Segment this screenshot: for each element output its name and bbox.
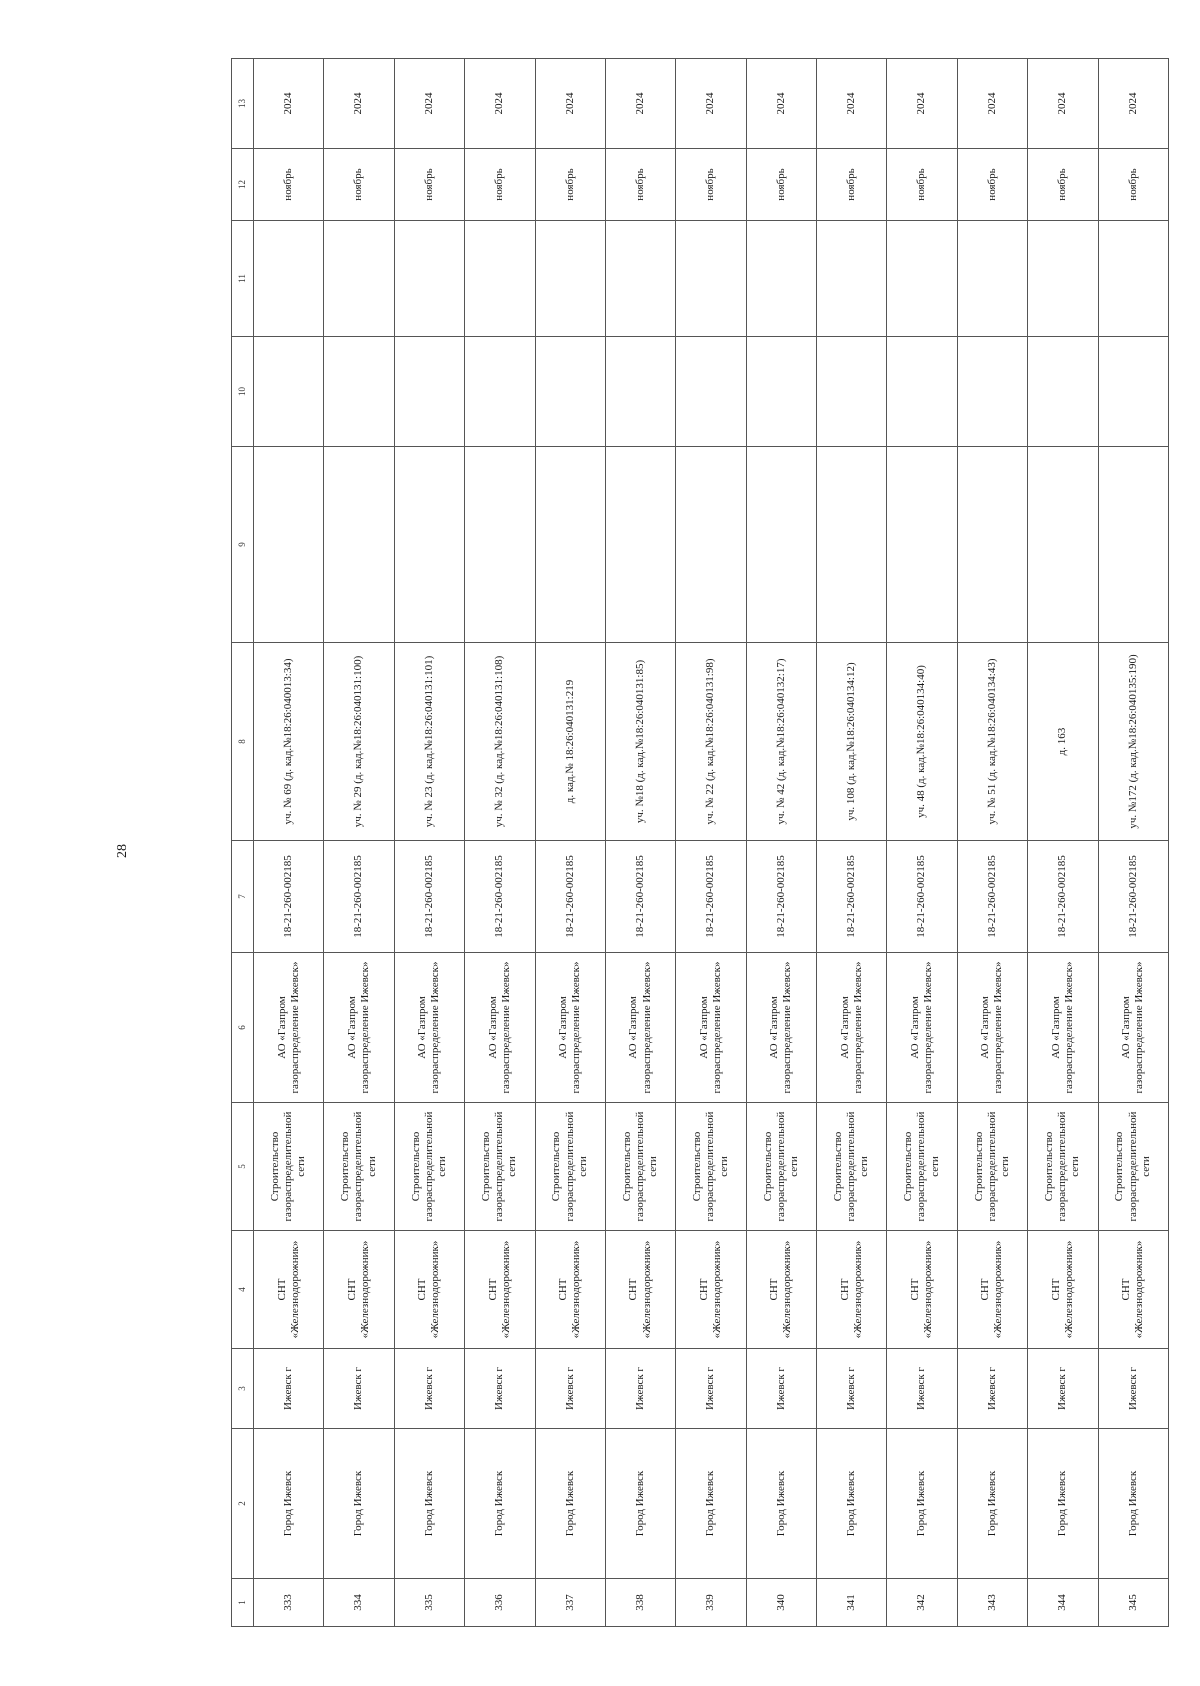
col11-cell (465, 221, 535, 337)
year-cell: 2024 (887, 59, 957, 149)
column-number-cell: 12 (232, 149, 254, 221)
year-cell: 2024 (676, 59, 746, 149)
settlement-cell: Ижевск г (324, 1349, 394, 1429)
column-number-cell: 7 (232, 841, 254, 953)
col11-cell (1028, 221, 1098, 337)
organization-cell: АО «Газпром газораспределение Ижевск» (605, 953, 675, 1103)
column-number-cell: 8 (232, 643, 254, 841)
table-row (957, 59, 1027, 1627)
organization-cell: АО «Газпром газораспределение Ижевск» (465, 953, 535, 1103)
year-cell: 2024 (746, 59, 816, 149)
column-number-cell: 11 (232, 221, 254, 337)
table-row (465, 59, 535, 1627)
settlement-cell: Ижевск г (394, 1349, 464, 1429)
col9-cell (605, 447, 675, 643)
col10-cell (394, 337, 464, 447)
settlement-cell: Ижевск г (1098, 1349, 1169, 1429)
year-cell: 2024 (324, 59, 394, 149)
table-row (1028, 59, 1098, 1627)
col11-cell (394, 221, 464, 337)
month-cell: ноябрь (324, 149, 394, 221)
table-row (605, 59, 675, 1627)
row-number-cell: 343 (957, 1579, 1027, 1627)
col9-cell (746, 447, 816, 643)
work-type-cell: Строительство газораспределительной сети (817, 1103, 887, 1231)
registration-number-cell: 18-21-260-002185 (746, 841, 816, 953)
municipality-cell: Город Ижевск (887, 1429, 957, 1579)
plot-address-cell: уч. № 22 (д. кад.№18:26:040131:98) (676, 643, 746, 841)
settlement-cell: Ижевск г (605, 1349, 675, 1429)
work-type-cell: Строительство газораспределительной сети (1028, 1103, 1098, 1231)
col11-cell (817, 221, 887, 337)
snt-cell: СНТ «Железнодорожник» (1028, 1231, 1098, 1349)
column-number-cell: 10 (232, 337, 254, 447)
snt-cell: СНТ «Железнодорожник» (817, 1231, 887, 1349)
col9-cell (535, 447, 605, 643)
snt-cell: СНТ «Железнодорожник» (254, 1231, 324, 1349)
month-cell: ноябрь (746, 149, 816, 221)
row-number-cell: 340 (746, 1579, 816, 1627)
plot-address-cell: д. кад.№ 18:26:040131:219 (535, 643, 605, 841)
organization-cell: АО «Газпром газораспределение Ижевск» (1098, 953, 1169, 1103)
row-number-cell: 339 (676, 1579, 746, 1627)
settlement-cell: Ижевск г (254, 1349, 324, 1429)
col11-cell (746, 221, 816, 337)
municipality-cell: Город Ижевск (1098, 1429, 1169, 1579)
col9-cell (887, 447, 957, 643)
col10-cell (676, 337, 746, 447)
year-cell: 2024 (465, 59, 535, 149)
col10-cell (1028, 337, 1098, 447)
table-row (394, 59, 464, 1627)
organization-cell: АО «Газпром газораспределение Ижевск» (817, 953, 887, 1103)
registration-number-cell: 18-21-260-002185 (957, 841, 1027, 953)
col10-cell (746, 337, 816, 447)
municipality-cell: Город Ижевск (605, 1429, 675, 1579)
year-cell: 2024 (254, 59, 324, 149)
column-number-cell: 1 (232, 1579, 254, 1627)
registration-number-cell: 18-21-260-002185 (887, 841, 957, 953)
registration-number-cell: 18-21-260-002185 (676, 841, 746, 953)
table-row (676, 59, 746, 1627)
col9-cell (465, 447, 535, 643)
organization-cell: АО «Газпром газораспределение Ижевск» (1028, 953, 1098, 1103)
registration-number-cell: 18-21-260-002185 (535, 841, 605, 953)
municipality-cell: Город Ижевск (676, 1429, 746, 1579)
rotated-table-wrapper (231, 59, 1169, 1627)
table-row (1098, 59, 1169, 1627)
col10-cell (324, 337, 394, 447)
year-cell: 2024 (535, 59, 605, 149)
snt-cell: СНТ «Железнодорожник» (394, 1231, 464, 1349)
month-cell: ноябрь (887, 149, 957, 221)
month-cell: ноябрь (254, 149, 324, 221)
plot-address-cell: д. 163 (1028, 643, 1098, 841)
plot-address-cell: уч. № 69 (д. кад.№18:26:040013:34) (254, 643, 324, 841)
snt-cell: СНТ «Железнодорожник» (324, 1231, 394, 1349)
col10-cell (817, 337, 887, 447)
col10-cell (605, 337, 675, 447)
municipality-cell: Город Ижевск (394, 1429, 464, 1579)
col9-cell (324, 447, 394, 643)
col10-cell (254, 337, 324, 447)
year-cell: 2024 (394, 59, 464, 149)
col9-cell (254, 447, 324, 643)
work-type-cell: Строительство газораспределительной сети (394, 1103, 464, 1231)
month-cell: ноябрь (676, 149, 746, 221)
settlement-cell: Ижевск г (465, 1349, 535, 1429)
table-row (817, 59, 887, 1627)
municipality-cell: Город Ижевск (817, 1429, 887, 1579)
page-number: 28 (115, 844, 130, 858)
row-number-cell: 342 (887, 1579, 957, 1627)
settlement-cell: Ижевск г (676, 1349, 746, 1429)
plot-address-cell: уч. №172 (д. кад.№18:26:040135:190) (1098, 643, 1169, 841)
settlement-cell: Ижевск г (1028, 1349, 1098, 1429)
column-number-cell: 6 (232, 953, 254, 1103)
col10-cell (887, 337, 957, 447)
table-row (254, 59, 324, 1627)
col11-cell (957, 221, 1027, 337)
month-cell: ноябрь (957, 149, 1027, 221)
column-number-cell: 3 (232, 1349, 254, 1429)
settlement-cell: Ижевск г (817, 1349, 887, 1429)
organization-cell: АО «Газпром газораспределение Ижевск» (324, 953, 394, 1103)
work-type-cell: Строительство газораспределительной сети (1098, 1103, 1169, 1231)
register-table (231, 58, 1169, 1627)
municipality-cell: Город Ижевск (254, 1429, 324, 1579)
col11-cell (254, 221, 324, 337)
work-type-cell: Строительство газораспределительной сети (676, 1103, 746, 1231)
year-cell: 2024 (817, 59, 887, 149)
settlement-cell: Ижевск г (887, 1349, 957, 1429)
registration-number-cell: 18-21-260-002185 (324, 841, 394, 953)
year-cell: 2024 (1098, 59, 1169, 149)
table-row (887, 59, 957, 1627)
municipality-cell: Город Ижевск (1028, 1429, 1098, 1579)
work-type-cell: Строительство газораспределительной сети (887, 1103, 957, 1231)
month-cell: ноябрь (817, 149, 887, 221)
row-number-cell: 344 (1028, 1579, 1098, 1627)
month-cell: ноябрь (1098, 149, 1169, 221)
month-cell: ноябрь (1028, 149, 1098, 221)
table-row (324, 59, 394, 1627)
plot-address-cell: уч. № 51 (д. кад.№18:26:040134:43) (957, 643, 1027, 841)
registration-number-cell: 18-21-260-002185 (1098, 841, 1169, 953)
plot-address-cell: уч. № 32 (д. кад.№18:26:040131:108) (465, 643, 535, 841)
municipality-cell: Город Ижевск (465, 1429, 535, 1579)
snt-cell: СНТ «Железнодорожник» (746, 1231, 816, 1349)
settlement-cell: Ижевск г (957, 1349, 1027, 1429)
column-number-cell: 13 (232, 59, 254, 149)
row-number-cell: 336 (465, 1579, 535, 1627)
row-number-cell: 337 (535, 1579, 605, 1627)
column-number-cell: 4 (232, 1231, 254, 1349)
snt-cell: СНТ «Железнодорожник» (535, 1231, 605, 1349)
work-type-cell: Строительство газораспределительной сети (254, 1103, 324, 1231)
registration-number-cell: 18-21-260-002185 (465, 841, 535, 953)
month-cell: ноябрь (605, 149, 675, 221)
settlement-cell: Ижевск г (746, 1349, 816, 1429)
row-number-cell: 333 (254, 1579, 324, 1627)
settlement-cell: Ижевск г (535, 1349, 605, 1429)
snt-cell: СНТ «Железнодорожник» (676, 1231, 746, 1349)
organization-cell: АО «Газпром газораспределение Ижевск» (254, 953, 324, 1103)
work-type-cell: Строительство газораспределительной сети (465, 1103, 535, 1231)
snt-cell: СНТ «Железнодорожник» (957, 1231, 1027, 1349)
col10-cell (465, 337, 535, 447)
col11-cell (1098, 221, 1169, 337)
organization-cell: АО «Газпром газораспределение Ижевск» (676, 953, 746, 1103)
registration-number-cell: 18-21-260-002185 (605, 841, 675, 953)
plot-address-cell: уч. 108 (д. кад.№18:26:040134:12) (817, 643, 887, 841)
year-cell: 2024 (957, 59, 1027, 149)
work-type-cell: Строительство газораспределительной сети (535, 1103, 605, 1231)
col10-cell (535, 337, 605, 447)
plot-address-cell: уч. №18 (д. кад.№18:26:040131:85) (605, 643, 675, 841)
col11-cell (535, 221, 605, 337)
registration-number-cell: 18-21-260-002185 (1028, 841, 1098, 953)
row-number-cell: 338 (605, 1579, 675, 1627)
month-cell: ноябрь (535, 149, 605, 221)
organization-cell: АО «Газпром газораспределение Ижевск» (887, 953, 957, 1103)
month-cell: ноябрь (465, 149, 535, 221)
plot-address-cell: уч. № 23 (д. кад.№18:26:040131:101) (394, 643, 464, 841)
column-number-row (232, 59, 254, 1627)
municipality-cell: Город Ижевск (746, 1429, 816, 1579)
plot-address-cell: уч. 48 (д. кад.№18:26:040134:40) (887, 643, 957, 841)
snt-cell: СНТ «Железнодорожник» (465, 1231, 535, 1349)
work-type-cell: Строительство газораспределительной сети (605, 1103, 675, 1231)
row-number-cell: 345 (1098, 1579, 1169, 1627)
snt-cell: СНТ «Железнодорожник» (1098, 1231, 1169, 1349)
row-number-cell: 334 (324, 1579, 394, 1627)
column-number-cell: 9 (232, 447, 254, 643)
col9-cell (676, 447, 746, 643)
registration-number-cell: 18-21-260-002185 (817, 841, 887, 953)
row-number-cell: 335 (394, 1579, 464, 1627)
col11-cell (676, 221, 746, 337)
plot-address-cell: уч. № 29 (д. кад.№18:26:040131:100) (324, 643, 394, 841)
col11-cell (605, 221, 675, 337)
col9-cell (817, 447, 887, 643)
column-number-cell: 2 (232, 1429, 254, 1579)
organization-cell: АО «Газпром газораспределение Ижевск» (746, 953, 816, 1103)
table-body (232, 59, 1169, 1627)
work-type-cell: Строительство газораспределительной сети (957, 1103, 1027, 1231)
month-cell: ноябрь (394, 149, 464, 221)
year-cell: 2024 (1028, 59, 1098, 149)
organization-cell: АО «Газпром газораспределение Ижевск» (535, 953, 605, 1103)
col9-cell (394, 447, 464, 643)
col10-cell (957, 337, 1027, 447)
work-type-cell: Строительство газораспределительной сети (746, 1103, 816, 1231)
col9-cell (957, 447, 1027, 643)
row-number-cell: 341 (817, 1579, 887, 1627)
col10-cell (1098, 337, 1169, 447)
snt-cell: СНТ «Железнодорожник» (887, 1231, 957, 1349)
table-row (535, 59, 605, 1627)
year-cell: 2024 (605, 59, 675, 149)
col11-cell (324, 221, 394, 337)
col9-cell (1028, 447, 1098, 643)
registration-number-cell: 18-21-260-002185 (394, 841, 464, 953)
registration-number-cell: 18-21-260-002185 (254, 841, 324, 953)
work-type-cell: Строительство газораспределительной сети (324, 1103, 394, 1231)
table-row (746, 59, 816, 1627)
col9-cell (1098, 447, 1169, 643)
col11-cell (887, 221, 957, 337)
municipality-cell: Город Ижевск (324, 1429, 394, 1579)
organization-cell: АО «Газпром газораспределение Ижевск» (957, 953, 1027, 1103)
plot-address-cell: уч. № 42 (д. кад.№18:26:040132:17) (746, 643, 816, 841)
municipality-cell: Город Ижевск (535, 1429, 605, 1579)
organization-cell: АО «Газпром газораспределение Ижевск» (394, 953, 464, 1103)
column-number-cell: 5 (232, 1103, 254, 1231)
municipality-cell: Город Ижевск (957, 1429, 1027, 1579)
snt-cell: СНТ «Железнодорожник» (605, 1231, 675, 1349)
